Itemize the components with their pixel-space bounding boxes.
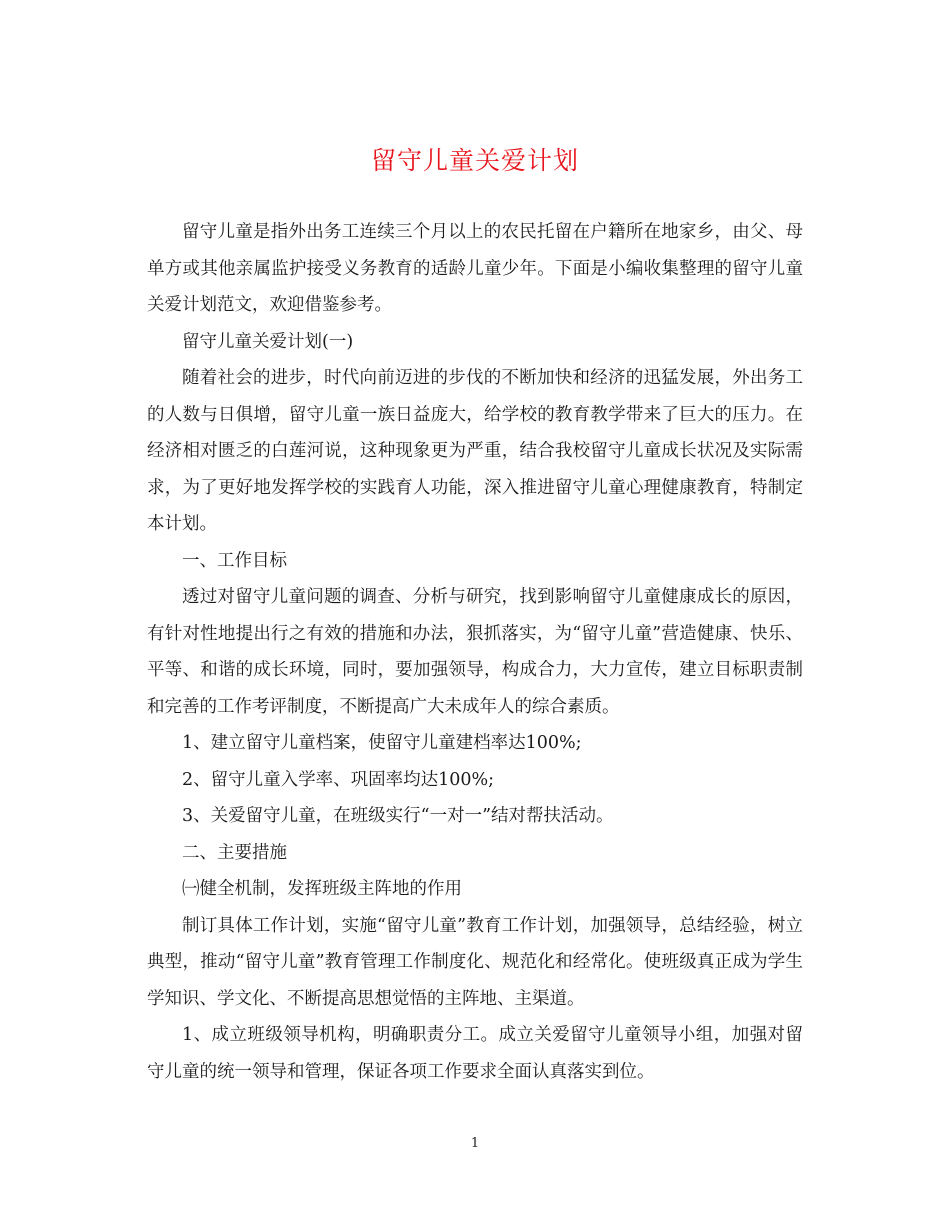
list-item-goal-2: 2、留守儿童入学率、巩固率均达100%;	[182, 769, 495, 790]
page-number: 1	[470, 1136, 480, 1151]
paragraph-background: 随着社会的进步，时代向前迈进的步伐的不断加快和经济的迅猛发展，外出务工的人数与日俱增，留守儿童一族日益庞大，给学校的教育教学带来了巨大的压力。在经济相对匮乏的白莲河说，这种现象更为严重，结合我校留守儿童成长状况及实际需求，为了更好地发挥学校的实践育人功能，深入推进留守儿童心理健康教育，特制定本计划。	[147, 368, 803, 534]
subsection-heading-mechanism: ㈠健全机制，发挥班级主阵地的作用	[182, 879, 462, 899]
section-heading-main-measures: 二、主要措施	[182, 842, 287, 863]
paragraph-intro: 留守儿童是指外出务工连续三个月以上的农民托留在户籍所在地家乡，由父、母单方或其他亲属监护接受义务教育的适龄儿童少年。下面是小编收集整理的留守儿童关爱计划范文，欢迎借鉴参考。	[147, 222, 803, 315]
paragraph-goals: 透过对留守儿童问题的调查、分析与研究，找到影响留守儿童健康成长的原因，有针对性地提出行之有效的措施和办法，狠抓落实，为“留守儿童”营造健康、快乐、平等、和谐的成长环境，同时，要加强领导，构成合力，大力宣传，建立目标职责制和完善的工作考评制度，不断提高广大未成年人的综合素质。	[147, 587, 803, 717]
list-item-measure-1: 1、成立班级领导机构，明确职责分工。成立关爱留守儿童领导小组，加强对留守儿童的统一领导和管理，保证各项工作要求全面认真落实到位。	[147, 1025, 803, 1082]
document-title: 留守儿童关爱计划	[370, 146, 579, 175]
document-body	[147, 214, 803, 1090]
list-item-goal-3: 3、关爱留守儿童，在班级实行“一对一”结对帮扶活动。	[182, 806, 614, 826]
section-heading-plan-one: 留守儿童关爱计划(一)	[182, 331, 354, 352]
paragraph-mechanism: 制订具体工作计划，实施“留守儿童”教育工作计划，加强领导，总结经验，树立典型，推动“留守儿童”教育管理工作制度化、规范化和经常化。使班级真正成为学生学知识、学文化、不断提高思想觉悟的主阵地、主渠道。	[147, 915, 803, 1009]
section-heading-work-goals: 一、工作目标	[182, 550, 287, 571]
list-item-goal-1: 1、建立留守儿童档案，使留守儿童建档率达100%;	[182, 733, 582, 753]
